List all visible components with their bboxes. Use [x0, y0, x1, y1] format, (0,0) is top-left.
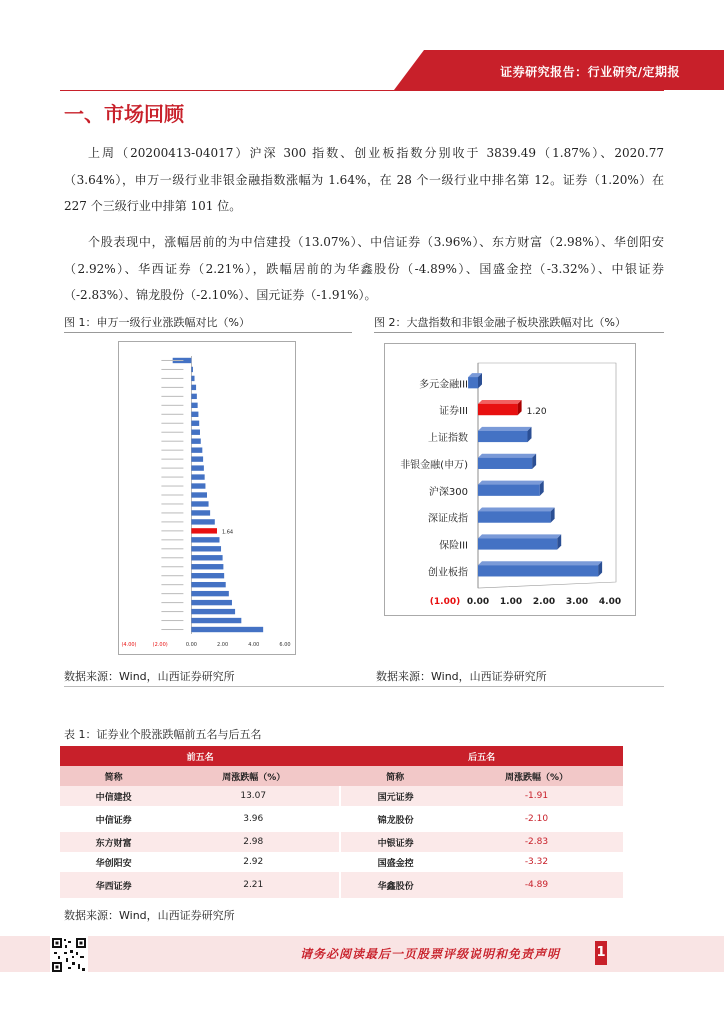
table-row — [60, 852, 623, 872]
tick-label: (4.00) — [121, 642, 137, 648]
bottom-five-header: 后五名 — [340, 746, 623, 766]
bar — [191, 600, 232, 605]
category-label — [161, 423, 183, 424]
category-label: 上证指数 — [428, 433, 468, 445]
top-stock-name: 中信证券 — [60, 806, 167, 832]
bar — [191, 447, 202, 452]
col-name-header: 简称 — [60, 766, 167, 786]
category-label — [161, 530, 183, 531]
figure-1-caption: 图 1：申万一级行业涨跌幅对比（%） — [64, 316, 250, 329]
bar — [191, 465, 203, 470]
index-sector-change-chart-svg — [385, 344, 635, 615]
tick-label: 4.00 — [248, 642, 260, 648]
col-change-header: 周涨跌幅（%） — [450, 766, 623, 786]
chart-frame — [478, 363, 616, 588]
bottom-stock-change: -3.32 — [450, 852, 623, 872]
category-label — [161, 450, 183, 451]
bottom-stock-name: 中银证券 — [340, 832, 450, 852]
bar — [191, 510, 210, 515]
figure-1-source: 数据来源：Wind，山西证券研究所 — [64, 670, 235, 683]
table-row — [60, 872, 623, 898]
bottom-stock-name: 锦龙股份 — [340, 806, 450, 832]
table-row — [60, 786, 623, 806]
report-type-header: 证券研究报告：行业研究/定期报 — [500, 65, 680, 79]
bar — [191, 412, 198, 417]
bar — [191, 537, 219, 542]
category-label — [161, 575, 183, 576]
category-label — [161, 486, 183, 487]
category-label — [161, 387, 183, 388]
bar — [191, 403, 197, 408]
category-label — [161, 521, 183, 522]
category-label — [161, 584, 183, 585]
bar — [191, 591, 228, 596]
bar-top — [478, 427, 532, 431]
bottom-stock-change: -1.91 — [450, 786, 623, 806]
market-review-paragraph-2: 个股表现中，涨幅居前的为中信建投（13.07%）、中信证券（3.96%）、东方财富（2.98%）、华创阳安（2.92%）、华西证券（2.21%），跌幅居前的为华鑫股份（-4.89%）、国盛金控（-3.32%）、中银证券（-2.83%）、锦龙股份（-2.10%）、国元证券（-1.91%）。 — [64, 235, 664, 302]
bar-top — [478, 400, 522, 404]
category-label — [161, 459, 183, 460]
category-label — [161, 468, 183, 469]
tick-label: 2.00 — [532, 597, 556, 607]
bar — [191, 430, 200, 435]
category-label — [161, 557, 183, 558]
section-title: 一、市场回顾 — [64, 102, 184, 126]
bar — [191, 439, 200, 444]
bottom-stock-name: 国元证券 — [340, 786, 450, 806]
category-label — [161, 512, 183, 513]
bar — [191, 421, 199, 426]
market-review-paragraph-1: 上周（20200413-04017）沪深 300 指数、创业板指数分别收于 3839.49（1.87%）、2020.77（3.64%），申万一级行业非银金融指数涨幅为 1.64%，在 28 个一级行业中排名第 12。证券（1.20%）在 227 个三级行业中排第 101 位。 — [64, 146, 664, 213]
table-1-caption: 表 1：证券业个股涨跌幅前五名与后五名 — [64, 728, 262, 741]
bar-top — [478, 481, 544, 485]
top-stock-change: 2.98 — [167, 832, 340, 852]
bar — [191, 367, 193, 372]
category-label — [161, 432, 183, 433]
bottom-stock-name: 华鑫股份 — [340, 872, 450, 898]
category-label: 保险III — [439, 540, 468, 552]
disclaimer-notice: 请务必阅读最后一页股票评级说明和免责声明 — [300, 947, 561, 961]
col-name-header: 简称 — [340, 766, 450, 786]
category-label: 深证成指 — [428, 513, 468, 525]
category-label — [161, 629, 183, 630]
category-label — [161, 566, 183, 567]
figure-2-caption: 图 2：大盘指数和非银金融子板块涨跌幅对比（%） — [374, 316, 626, 329]
bar — [191, 385, 196, 390]
category-label: 证券III — [439, 406, 468, 418]
data-label: 1.20 — [526, 407, 547, 418]
category-label — [161, 593, 183, 594]
bar — [191, 394, 196, 399]
table-row — [60, 806, 623, 832]
category-label — [161, 602, 183, 603]
col-change-header: 周涨跌幅（%） — [167, 766, 340, 786]
bar — [478, 431, 528, 442]
figure-1-rule — [64, 332, 352, 333]
tick-label: 4.00 — [598, 597, 622, 607]
category-label — [161, 495, 183, 496]
table-row — [60, 832, 623, 852]
page-number: 1 — [595, 941, 607, 965]
category-label — [161, 539, 183, 540]
bar-top — [478, 534, 561, 538]
category-label — [161, 414, 183, 415]
data-label: 1.64 — [221, 529, 234, 536]
top-stock-name: 东方财富 — [60, 832, 167, 852]
category-label — [161, 441, 183, 442]
bar — [478, 404, 518, 415]
bar-top — [478, 454, 536, 458]
bottom-stock-change: -2.83 — [450, 832, 623, 852]
bar — [191, 555, 222, 560]
bar — [191, 456, 203, 461]
tick-label: 0.00 — [466, 597, 490, 607]
category-label: 多元金融III — [419, 379, 468, 391]
bar — [191, 501, 208, 506]
bar — [191, 528, 217, 533]
industry-change-chart-svg — [119, 342, 295, 654]
tick-label: (1.00) — [429, 597, 461, 607]
bar — [191, 618, 241, 623]
bar — [191, 483, 205, 488]
bar — [478, 538, 557, 549]
category-label — [161, 548, 183, 549]
source-rule — [64, 686, 664, 687]
top-stock-name: 中信建投 — [60, 786, 167, 806]
bar-top — [478, 561, 602, 565]
bar — [191, 376, 194, 381]
table-1-source: 数据来源：Wind，山西证券研究所 — [64, 909, 235, 922]
bar — [478, 565, 598, 576]
top-stock-change: 13.07 — [167, 786, 340, 806]
tick-label: 0.00 — [185, 642, 197, 648]
bar — [191, 564, 223, 569]
figure-2-source: 数据来源：Wind，山西证券研究所 — [376, 670, 547, 683]
category-label — [161, 360, 183, 361]
category-label — [161, 620, 183, 621]
category-label: 非银金融(申万) — [400, 459, 468, 471]
bar — [478, 511, 551, 522]
bar — [191, 474, 204, 479]
top-stock-change: 2.21 — [167, 872, 340, 898]
qr-code-icon — [50, 936, 88, 974]
top-five-header: 前五名 — [60, 746, 340, 766]
figure-2-rule — [374, 332, 664, 333]
industry-change-chart — [118, 341, 296, 655]
category-label — [161, 611, 183, 612]
header-rule — [60, 90, 664, 91]
top-stock-change: 2.92 — [167, 852, 340, 872]
tick-label: 1.00 — [499, 597, 523, 607]
bottom-stock-change: -4.89 — [450, 872, 623, 898]
bar-top — [478, 507, 555, 511]
tick-label: 3.00 — [565, 597, 589, 607]
category-label — [161, 477, 183, 478]
bottom-stock-name: 国盛金控 — [340, 852, 450, 872]
category-label: 创业板指 — [428, 567, 468, 579]
category-label — [161, 378, 183, 379]
bar — [191, 519, 214, 524]
bar — [191, 582, 225, 587]
top-stock-name: 华创阳安 — [60, 852, 167, 872]
tick-label: (2.00) — [152, 642, 168, 648]
top-bottom-stocks-table — [60, 746, 623, 898]
category-label — [161, 369, 183, 370]
bar — [468, 377, 478, 388]
top-stock-name: 华西证券 — [60, 872, 167, 898]
index-sector-change-chart — [384, 343, 636, 616]
category-label — [161, 396, 183, 397]
bar — [478, 485, 540, 496]
top-stock-change: 3.96 — [167, 806, 340, 832]
bottom-stock-change: -2.10 — [450, 806, 623, 832]
category-label — [161, 503, 183, 504]
bar — [191, 627, 263, 632]
bar — [191, 573, 224, 578]
tick-label: 2.00 — [217, 642, 229, 648]
bar — [478, 458, 532, 469]
bar — [191, 492, 207, 497]
bar — [191, 609, 235, 614]
tick-label: 6.00 — [279, 642, 291, 648]
category-label: 沪深300 — [428, 486, 468, 498]
category-label — [161, 405, 183, 406]
bar — [191, 546, 221, 551]
